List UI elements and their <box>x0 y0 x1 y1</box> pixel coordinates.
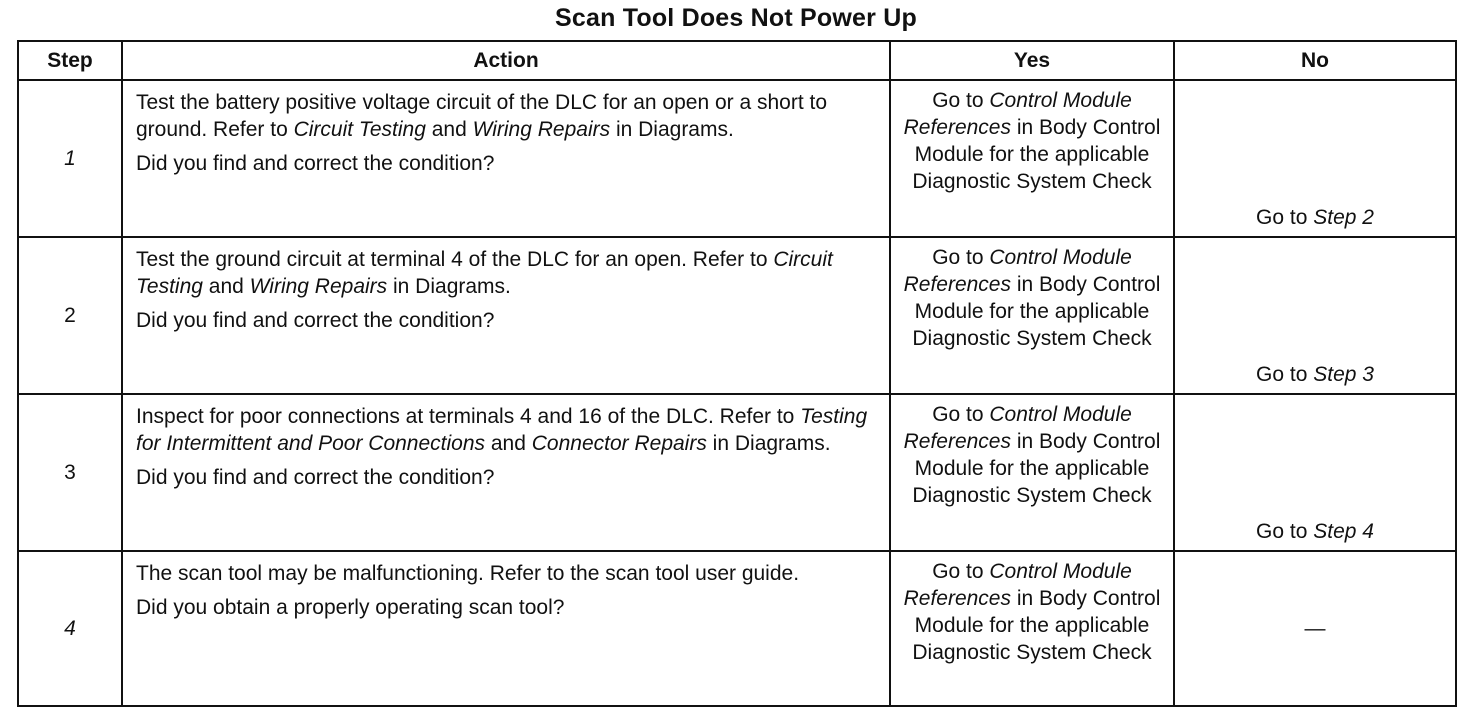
reference-wiring-repairs: Wiring Repairs <box>249 275 388 298</box>
reference-next-step: Step 4 <box>1313 520 1374 543</box>
header-step: Step <box>18 41 122 80</box>
yes-cell: Go to Control Module References in Body Control Module for the applicable Diagnostic System Check <box>890 394 1174 551</box>
document-title: Scan Tool Does Not Power Up <box>555 4 917 32</box>
reference-circuit-testing: Circuit Testing <box>136 248 833 298</box>
action-question: Did you find and correct the condition? <box>136 152 495 175</box>
action-question: Did you find and correct the condition? <box>136 309 495 332</box>
reference-wiring-repairs: Wiring Repairs <box>472 118 611 141</box>
table-header-row <box>18 41 1456 80</box>
diagnostic-steps-table <box>17 40 1457 707</box>
reference-circuit-testing: Circuit Testing <box>293 118 426 141</box>
table-row <box>18 394 1456 551</box>
table-row <box>18 237 1456 394</box>
header-action: Action <box>122 41 890 80</box>
action-cell <box>122 237 890 394</box>
table-row <box>18 551 1456 706</box>
reference-next-step: Step 2 <box>1313 206 1374 229</box>
no-cell-dash: — <box>1174 551 1456 706</box>
action-text: Test the ground circuit at terminal 4 of the DLC for an open. Refer to Circuit Testing and Wiring Repairs in Diagrams. <box>136 248 833 298</box>
step-number: 1 <box>18 80 122 237</box>
yes-cell: Go to Control Module References in Body Control Module for the applicable Diagnostic System Check <box>890 551 1174 706</box>
action-cell <box>122 551 890 706</box>
action-text: The scan tool may be malfunctioning. Refer to the scan tool user guide. <box>136 562 800 585</box>
action-cell <box>122 394 890 551</box>
reference-control-module: Control Module References <box>903 246 1132 296</box>
reference-control-module: Control Module References <box>903 560 1132 610</box>
action-question: Did you find and correct the condition? <box>136 466 495 489</box>
reference-control-module: Control Module References <box>903 403 1132 453</box>
no-cell: Go to Step 4 <box>1174 394 1456 551</box>
no-cell: Go to Step 3 <box>1174 237 1456 394</box>
step-number: 4 <box>18 551 122 706</box>
header-yes: Yes <box>890 41 1174 80</box>
yes-cell: Go to Control Module References in Body Control Module for the applicable Diagnostic System Check <box>890 80 1174 237</box>
action-question: Did you obtain a properly operating scan tool? <box>136 596 565 619</box>
header-no: No <box>1174 41 1456 80</box>
action-cell <box>122 80 890 237</box>
no-cell: Go to Step 2 <box>1174 80 1456 237</box>
reference-control-module: Control Module References <box>903 89 1132 139</box>
table-row <box>18 80 1456 237</box>
step-number: 2 <box>18 237 122 394</box>
reference-intermittent-testing: Testing for Intermittent and Poor Connections <box>136 405 868 455</box>
yes-cell: Go to Control Module References in Body Control Module for the applicable Diagnostic System Check <box>890 237 1174 394</box>
reference-next-step: Step 3 <box>1313 363 1374 386</box>
step-number: 3 <box>18 394 122 551</box>
action-text: Inspect for poor connections at terminals 4 and 16 of the DLC. Refer to Testing for Intermittent and Poor Connections and Connector Repairs in Diagrams. <box>136 405 868 455</box>
action-text: Test the battery positive voltage circuit of the DLC for an open or a short to ground. Refer to Circuit Testing and Wiring Repairs in Diagrams. <box>136 91 828 141</box>
reference-connector-repairs: Connector Repairs <box>531 432 707 455</box>
